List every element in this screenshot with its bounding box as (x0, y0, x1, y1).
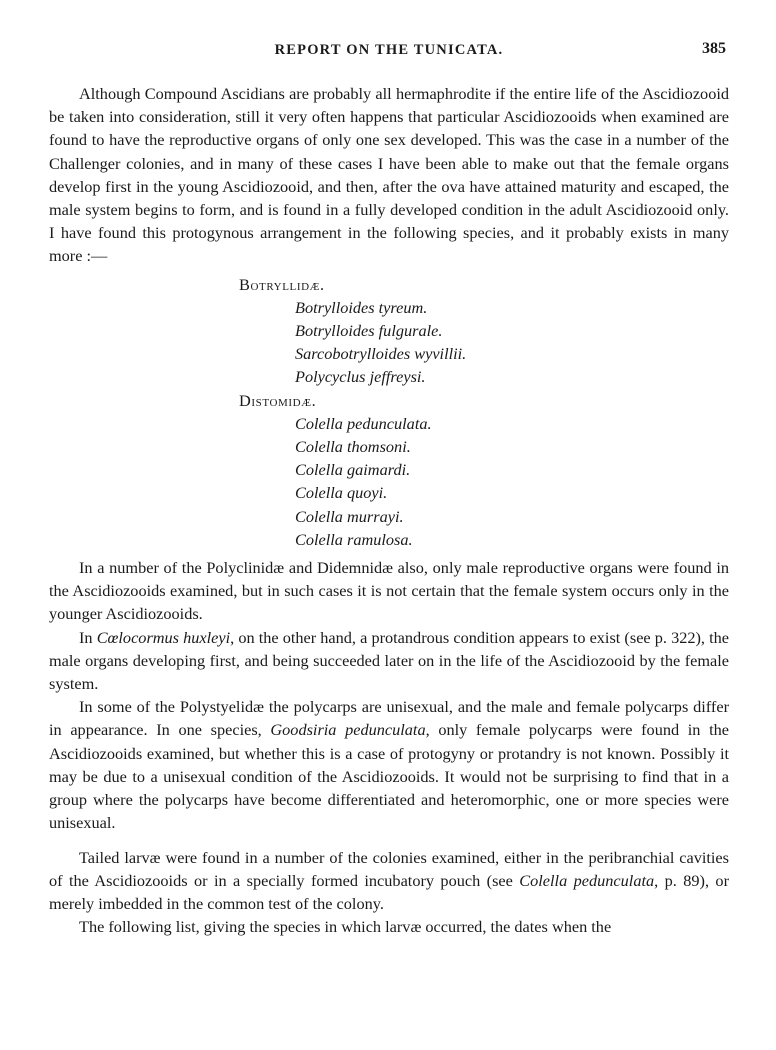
running-head (50, 42, 728, 64)
paragraph-coelocormus (49, 626, 729, 696)
protogynous-species-list (239, 273, 729, 551)
species-item: Colella pedunculata. (295, 413, 432, 433)
running-title: REPORT ON THE TUNICATA. (274, 42, 504, 58)
paragraph-lead: In some of the Polystyelidæ the polycarps are unisexual, and the male and female polycarps differ in appearance. In one species, (49, 697, 729, 740)
family-heading-botryllidae: Botryllidæ. (239, 274, 325, 294)
paragraph-lead: Tailed larvæ were found in a number of the colonies examined, either in the peribranchial cavities of the Ascidiozooids or in a specially formed incubatory pouch (see (49, 847, 729, 890)
paragraph-tailed-larvae (49, 846, 729, 916)
family-heading-distomidae: Distomidæ. (239, 390, 317, 410)
species-item: Botrylloides fulgurale. (295, 321, 443, 341)
species-item: Colella thomsoni. (295, 437, 411, 457)
paragraph-following-list: The following list, giving the species in which larvæ occurred, the dates when the (79, 917, 612, 937)
body-text (49, 82, 729, 938)
species-item: Polycyclus jeffreysi. (295, 367, 426, 387)
paragraph-lead: In (79, 627, 97, 647)
paragraph-polystyelidae (49, 695, 729, 834)
paragraph-polyclinidae: In a number of the Polyclinidæ and Didemnidæ also, only male reproductive organs were found in the Ascidiozooids examined, but in such cases it is not certain that the female system occurs only in the younger Ascidiozooids. (49, 558, 729, 624)
species-item: Colella gaimardi. (295, 460, 411, 480)
paragraph-rest: , on the other hand, a protandrous condition appears to exist (see p. 322), the male organs developing first, and being succeeded later on in the life of the Ascidiozooid by the female system. (49, 627, 729, 694)
species-name-goodsiria: Goodsiria pedunculata (270, 720, 426, 740)
species-name-coelocormus: Cœlocormus huxleyi (96, 627, 231, 647)
species-item: Botrylloides tyreum. (295, 297, 428, 317)
paragraph-hermaphrodite: Although Compound Ascidians are probably all hermaphrodite if the entire life of the Ascidiozooid be taken into consideration, still it very often happens that particular Ascidiozooids when examined are found to have the reproductive organs of only one sex developed. This was the case in a number of the Challenger colonies, and in many of these cases I have been able to make out that the female organs develop first in the young Ascidiozooid, and then, after the ova have attained maturity and escaped, the male system begins to form, and is found in a fully developed condition in the adult Ascidiozooid only. I have found this protogynous arrangement in the following species, and it probably exists in many more :— (49, 84, 729, 266)
species-item: Colella quoyi. (295, 483, 388, 503)
species-item: Sarcobotrylloides wyvillii. (295, 344, 467, 364)
species-item: Colella murrayi. (295, 506, 404, 526)
paragraph-rest: , only female polycarps were found in the Ascidiozooids examined, but whether this is a case of protogyny or protandry is not known. Possibly it may be due to a unisexual condition of the Ascidiozooids. It would not be surprising to find that in a group where the polycarps have become differentiated and heteromorphic, one or more species were unisexual. (49, 720, 729, 833)
species-item: Colella ramulosa. (295, 529, 413, 549)
species-name-colella: Colella pedunculata (519, 870, 655, 890)
page-number: 385 (702, 40, 726, 57)
paragraph-rest: , p. 89), or merely imbedded in the common test of the colony. (49, 870, 729, 913)
